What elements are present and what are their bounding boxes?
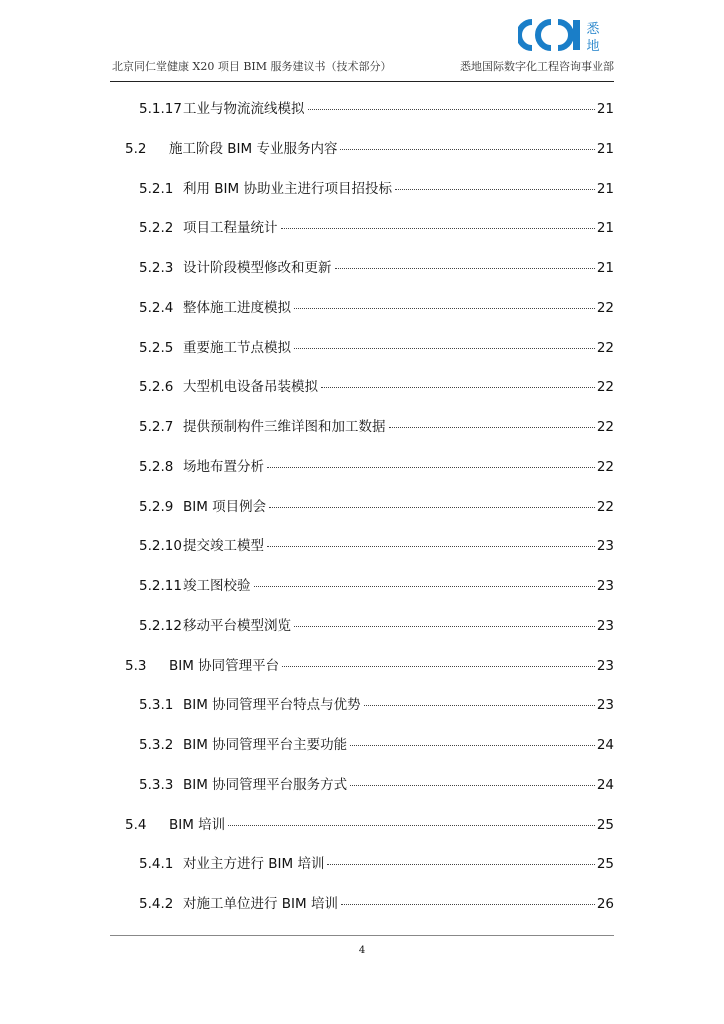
toc-entry[interactable] bbox=[139, 577, 614, 597]
toc-entry-page: 21 bbox=[596, 220, 614, 237]
toc-dot-leader bbox=[389, 427, 595, 428]
toc-entry-number: 5.3.1 bbox=[139, 697, 174, 714]
toc-entry-title: BIM 协同管理平台 bbox=[169, 657, 280, 674]
toc-entry-number: 5.2.10 bbox=[139, 538, 182, 555]
svg-text:地: 地 bbox=[586, 39, 600, 54]
toc-entry[interactable] bbox=[139, 736, 614, 756]
toc-dot-leader bbox=[294, 348, 595, 349]
toc-entry[interactable] bbox=[125, 816, 614, 836]
toc-entry[interactable] bbox=[125, 140, 614, 160]
toc-entry-title: 大型机电设备吊装模拟 bbox=[183, 379, 318, 396]
toc-entry-page: 24 bbox=[596, 776, 614, 793]
toc-entry-title: 项目工程量统计 bbox=[183, 220, 278, 237]
toc-entry[interactable] bbox=[139, 498, 614, 518]
toc-entry-page: 25 bbox=[596, 856, 614, 873]
toc-entry-page: 23 bbox=[596, 538, 614, 555]
toc-dot-leader bbox=[321, 387, 595, 388]
toc-entry-number: 5.2.11 bbox=[139, 578, 182, 594]
toc-dot-leader bbox=[281, 228, 595, 229]
toc-entry-page: 21 bbox=[596, 260, 614, 276]
toc-entry[interactable] bbox=[139, 418, 614, 438]
toc-entry-page: 22 bbox=[596, 379, 614, 396]
toc-entry-number: 5.2.1 bbox=[139, 180, 174, 197]
toc-entry-number: 5.2.4 bbox=[139, 299, 174, 316]
toc-entry-page: 22 bbox=[596, 339, 614, 356]
toc-entry[interactable] bbox=[139, 299, 614, 319]
toc-entry[interactable] bbox=[139, 855, 614, 875]
toc-entry-page: 21 bbox=[596, 101, 614, 117]
header-document-title: 北京同仁堂健康 X20 项目 BIM 服务建议书（技术部分） bbox=[112, 60, 392, 73]
toc-dot-leader bbox=[308, 109, 595, 110]
toc-entry-title: 工业与物流流线模拟 bbox=[183, 101, 305, 117]
toc-entry-number: 5.2.7 bbox=[139, 419, 174, 435]
header-divider bbox=[110, 81, 614, 82]
svg-text:悉: 悉 bbox=[586, 22, 600, 37]
toc-entry-number: 5.4.2 bbox=[139, 896, 174, 912]
toc-entry-number: 5.4 bbox=[125, 816, 147, 833]
toc-entry[interactable] bbox=[139, 537, 614, 557]
toc-entry-title: BIM 协同管理平台主要功能 bbox=[183, 737, 348, 753]
toc-entry[interactable] bbox=[139, 339, 614, 359]
toc-entry-title: 对业主方进行 BIM 培训 bbox=[183, 856, 325, 873]
toc-entry-title: 提交竣工模型 bbox=[183, 538, 264, 555]
toc-entry[interactable] bbox=[139, 776, 614, 796]
toc-dot-leader bbox=[282, 666, 595, 667]
toc-dot-leader bbox=[267, 467, 595, 468]
toc-dot-leader bbox=[269, 507, 595, 508]
toc-entry[interactable] bbox=[139, 617, 614, 637]
toc-entry-number: 5.2.9 bbox=[139, 498, 174, 515]
toc-dot-leader bbox=[294, 308, 595, 309]
toc-entry-number: 5.2.3 bbox=[139, 260, 174, 276]
toc-entry-number: 5.4.1 bbox=[139, 856, 174, 873]
toc-entry-number: 5.2.2 bbox=[139, 220, 174, 237]
company-logo bbox=[518, 16, 606, 54]
toc-entry-page: 23 bbox=[596, 657, 614, 674]
toc-entry[interactable] bbox=[139, 100, 614, 120]
toc-entry[interactable] bbox=[139, 378, 614, 398]
toc-entry[interactable] bbox=[139, 458, 614, 478]
toc-dot-leader bbox=[335, 268, 595, 269]
toc-entry-page: 24 bbox=[596, 737, 614, 753]
toc-entry[interactable] bbox=[139, 259, 614, 279]
toc-entry-page: 21 bbox=[596, 180, 614, 197]
toc-entry-page: 23 bbox=[596, 617, 614, 634]
toc-entry-title: 重要施工节点模拟 bbox=[183, 339, 291, 356]
toc-entry-title: 对施工单位进行 BIM 培训 bbox=[183, 896, 338, 912]
toc-dot-leader bbox=[254, 586, 595, 587]
toc-entry-number: 5.2.5 bbox=[139, 339, 174, 356]
toc-entry-page: 22 bbox=[596, 458, 614, 475]
toc-entry-title: 整体施工进度模拟 bbox=[183, 299, 291, 316]
toc-entry-title: 场地布置分析 bbox=[183, 458, 264, 475]
toc-dot-leader bbox=[395, 189, 595, 190]
toc-entry-title: BIM 项目例会 bbox=[183, 498, 267, 515]
toc-entry-page: 23 bbox=[596, 578, 614, 594]
toc-entry[interactable] bbox=[139, 180, 614, 200]
toc-entry-page: 22 bbox=[596, 498, 614, 515]
toc-dot-leader bbox=[327, 864, 594, 865]
toc-entry-page: 26 bbox=[596, 896, 614, 912]
toc-entry-number: 5.2 bbox=[125, 140, 147, 157]
toc-entry-page: 22 bbox=[596, 299, 614, 316]
toc-entry-number: 5.3.3 bbox=[139, 776, 174, 793]
toc-entry-title: 施工阶段 BIM 专业服务内容 bbox=[169, 140, 338, 157]
toc-entry[interactable] bbox=[125, 657, 614, 677]
toc-dot-leader bbox=[228, 825, 595, 826]
toc-entry[interactable] bbox=[139, 696, 614, 716]
toc-entry[interactable] bbox=[139, 219, 614, 239]
toc-entry-number: 5.2.8 bbox=[139, 458, 174, 475]
toc-dot-leader bbox=[350, 785, 595, 786]
toc-entry-page: 23 bbox=[596, 697, 614, 714]
toc-entry-number: 5.1.17 bbox=[139, 101, 182, 117]
toc-entry-number: 5.2.12 bbox=[139, 617, 182, 634]
toc-entry-title: BIM 协同管理平台服务方式 bbox=[183, 776, 348, 793]
toc-dot-leader bbox=[294, 626, 595, 627]
toc-entry-title: BIM 培训 bbox=[169, 816, 226, 833]
toc-dot-leader bbox=[267, 546, 595, 547]
footer-divider bbox=[110, 935, 614, 936]
toc-entry-number: 5.2.6 bbox=[139, 379, 174, 396]
toc-entry-number: 5.3 bbox=[125, 657, 147, 674]
toc-dot-leader bbox=[364, 705, 595, 706]
toc-entry-title: 移动平台模型浏览 bbox=[183, 617, 291, 634]
toc-entry-title: 设计阶段模型修改和更新 bbox=[183, 260, 332, 276]
toc-dot-leader bbox=[350, 745, 595, 746]
toc-entry[interactable] bbox=[139, 895, 614, 915]
page-number: 4 bbox=[358, 945, 366, 956]
toc-dot-leader bbox=[341, 904, 595, 905]
toc-entry-title: 竣工图校验 bbox=[183, 578, 251, 594]
toc-entry-page: 22 bbox=[596, 419, 614, 435]
toc-entry-page: 21 bbox=[596, 140, 614, 157]
toc-entry-title: BIM 协同管理平台特点与优势 bbox=[183, 697, 361, 714]
toc-dot-leader bbox=[340, 149, 594, 150]
toc-entry-number: 5.3.2 bbox=[139, 737, 174, 753]
toc-entry-title: 利用 BIM 协助业主进行项目招投标 bbox=[183, 180, 392, 197]
header-company-name: 悉地国际数字化工程咨询事业部 bbox=[460, 60, 614, 73]
toc-entry-page: 25 bbox=[596, 816, 614, 833]
toc-entry-title: 提供预制构件三维详图和加工数据 bbox=[183, 419, 386, 435]
